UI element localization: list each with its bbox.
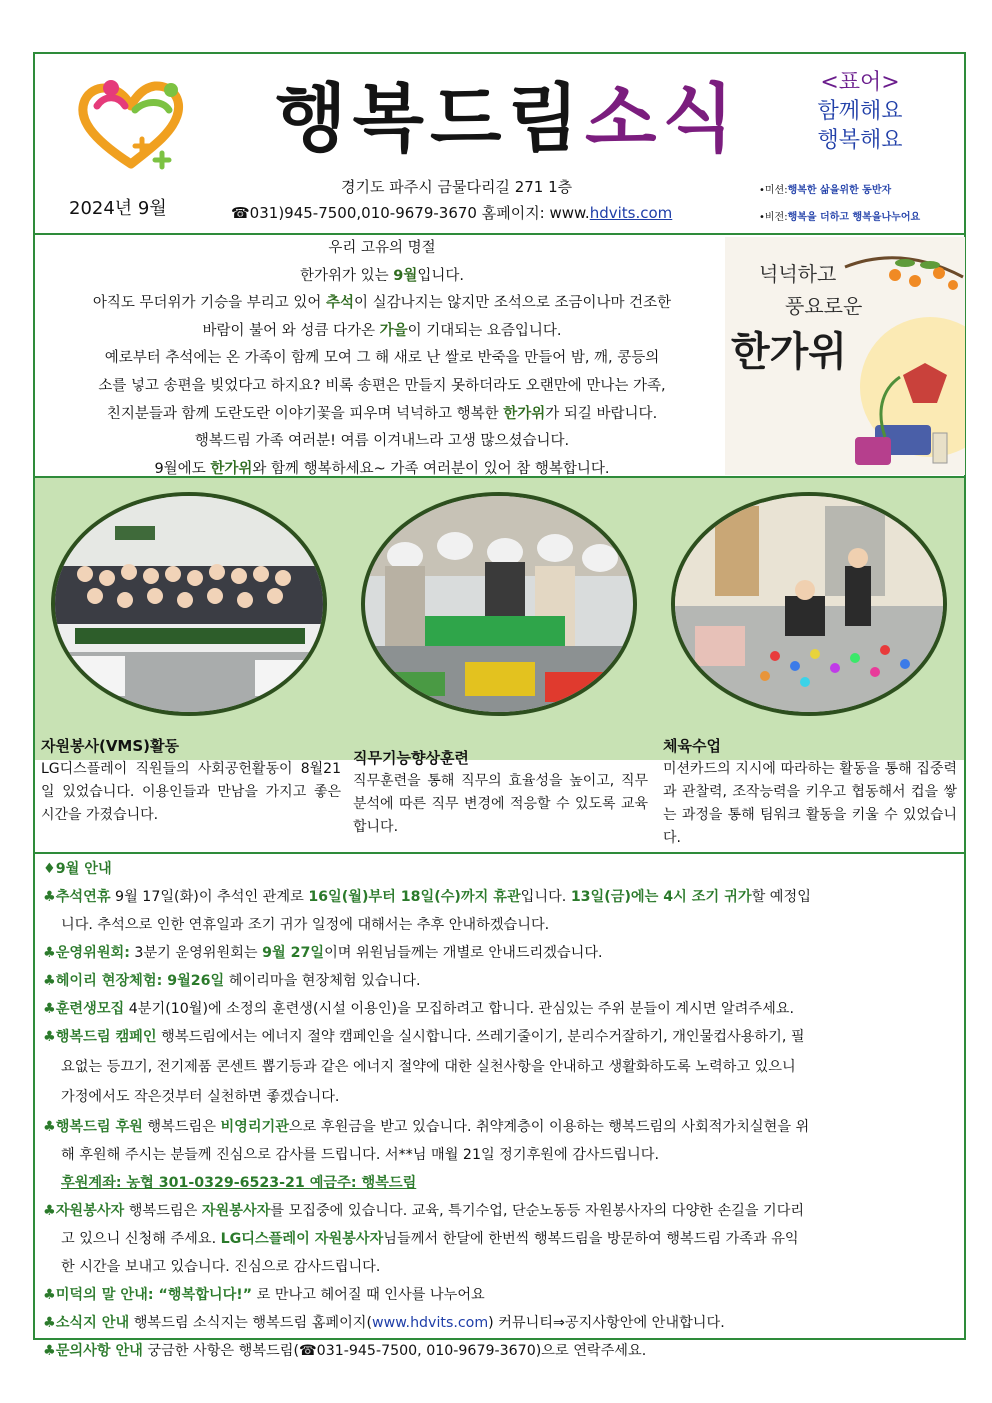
motto bbox=[800, 68, 920, 155]
title-part1: 행복드림 bbox=[275, 76, 585, 162]
greeting-line: 한가위가 있는 9월입니다. bbox=[299, 267, 464, 284]
header bbox=[35, 54, 964, 235]
greeting-line: 바람이 불어 와 성큼 다가온 가을이 기대되는 요즘입니다. bbox=[202, 322, 562, 339]
heart-logo-icon bbox=[71, 76, 191, 176]
notice-campaign: ♣행복드림 캠페인 행복드림에서는 에너지 절약 캠페인을 실시합니다. 쓰레기줄이기, 분리수거잘하기, 개인물컵사용하기, 필 bbox=[43, 1029, 805, 1045]
vision-label: •비전: bbox=[759, 212, 788, 223]
greeting-line: 예로부터 추석에는 온 가족이 함께 모여 그 해 새로 난 쌀로 반죽을 만들어 밤, 깨, 콩등의 bbox=[104, 350, 660, 367]
activity-volunteer bbox=[41, 734, 341, 827]
chuseok-image-text-1: 넉넉하고 bbox=[759, 262, 837, 286]
notice-volunteer-cont-1: 고 있으니 신청해 주세요. LG디스플레이 자원봉사자님들께서 한달에 한번씩 행복드림을 방문하여 행복드림 가족과 유익 bbox=[61, 1231, 799, 1247]
notice-greeting-word: ♣미덕의 말 안내: “행복합니다!” 로 만나고 헤어질 때 인사를 나누어요 bbox=[43, 1287, 485, 1303]
notice-field-trip: ♣헤이리 현장체험: 9월26일 헤이리마을 현장체험 있습니다. bbox=[43, 973, 421, 989]
notice-sponsor-cont: 해 후원해 주시는 분들께 진심으로 감사를 드립니다. 서**님 매월 21일 정기후원에 감사드립니다. bbox=[61, 1147, 659, 1163]
newsletter-frame bbox=[33, 52, 966, 1359]
notice-committee: ♣운영위원회: 3분기 운영위원회는 9월 27일이며 위원님들께는 개별로 안내드리겠습니다. bbox=[43, 945, 603, 961]
mission bbox=[759, 181, 891, 196]
activity-title: 직무기능향상훈련 bbox=[353, 749, 469, 767]
mission-value: 행복한 삶을위한 동반자 bbox=[787, 185, 892, 196]
notice-campaign-cont-2: 가정에서도 작은것부터 실천하면 좋겠습니다. bbox=[61, 1089, 340, 1105]
newsletter-title bbox=[275, 60, 740, 166]
activities-section bbox=[35, 732, 964, 854]
motto-line-1: 함께해요 bbox=[817, 99, 903, 124]
activity-title: 체육수업 bbox=[663, 737, 721, 755]
motto-line-2: 행복해요 bbox=[817, 128, 903, 153]
notice-recruit: ♣훈련생모집 4분기(10월)에 소정의 훈련생(시설 이용인)을 모집하려고 합니다. 관심있는 주위 분들이 계시면 알려주세요. bbox=[43, 1001, 795, 1017]
activity-job-training bbox=[353, 746, 648, 839]
contact-phone: ☎031)945-7500,010-9679-3670 홈페이지: www. bbox=[231, 204, 590, 222]
notice-newsletter: ♣소식지 안내 행복드림 소식지는 행복드림 홈페이지(www.hdvits.com) 커뮤니티⇒공지사항안에 안내합니다. bbox=[43, 1315, 725, 1331]
chuseok-image-text-3: 한가위 bbox=[731, 328, 847, 375]
greeting-line: 행복드림 가족 여러분! 여름 이겨내느라 고생 많으셨습니다. bbox=[194, 433, 570, 450]
greeting-text bbox=[39, 235, 725, 483]
activity-pe-class bbox=[663, 734, 957, 850]
notice-volunteer: ♣자원봉사자 행복드림은 자원봉사자를 모집중에 있습니다. 교육, 특기수업, 단순노동등 자원봉사자의 다양한 손길을 기다리 bbox=[43, 1203, 805, 1219]
volunteer-photo bbox=[51, 492, 327, 716]
homepage-link[interactable]: hdvits.com bbox=[589, 204, 673, 222]
motto-heading: <표어> bbox=[820, 70, 900, 95]
activity-body: 직무훈련을 통해 직무의 효율성을 높이고, 직무분석에 따른 직무 변경에 적응할 수 있도록 교육합니다. bbox=[353, 773, 648, 835]
greeting-line: 우리 고유의 명절 bbox=[328, 240, 436, 256]
notice-sponsor: ♣행복드림 후원 행복드림은 비영리기관으로 후원금을 받고 있습니다. 취약계층이 이용하는 행복드림의 사회적가치실현을 위 bbox=[43, 1119, 810, 1135]
issue-date: 2024년 9월 bbox=[69, 198, 167, 219]
activity-body: 미션카드의 지시에 따라하는 활동을 통해 집중력과 관찰력, 조작능력을 키우고 협동해서 컵을 쌓는 과정을 통해 팀워크 활동을 키울 수 있었습니다. bbox=[663, 761, 957, 846]
notice-campaign-cont-1: 요없는 등끄기, 전기제품 콘센트 뽑기등과 같은 에너지 절약에 대한 실천사항을 안내하고 생활화하도록 노력하고 있으니 bbox=[61, 1059, 796, 1075]
contact-info bbox=[231, 202, 672, 223]
greeting-line: 아직도 무더위가 기승을 부리고 있어 추석이 실감나지는 않지만 조석으로 조금이나마 건조한 bbox=[92, 295, 672, 312]
vision bbox=[759, 208, 920, 223]
activity-body: LG디스플레이 직원들의 사회공헌활동이 8월21일 있었습니다. 이용인들과 만남을 가지고 좋은 시간을 가졌습니다. bbox=[41, 761, 341, 823]
chuseok-illustration bbox=[725, 237, 965, 475]
notices-heading: ♦9월 안내 bbox=[43, 861, 112, 877]
greeting-line: 친지분들과 함께 도란도란 이야기꽃을 피우며 넉넉하고 행복한 한가위가 되길 바랍니다. bbox=[106, 405, 658, 422]
address: 경기도 파주시 금물다리길 271 1층 bbox=[341, 178, 573, 196]
job-training-photo bbox=[361, 492, 637, 716]
title-part2: 소식 bbox=[584, 76, 740, 162]
notice-chuseok: ♣추석연휴 9월 17일(화)이 추석인 관계로 16일(월)부터 18일(수)까지 휴관입니다. 13일(금)에는 4시 조기 귀가할 예정입 bbox=[43, 889, 811, 905]
activity-title: 자원봉사(VMS)활동 bbox=[41, 737, 179, 755]
chuseok-image-text-2: 풍요로운 bbox=[785, 294, 863, 318]
greeting-section bbox=[35, 235, 964, 478]
notice-volunteer-cont-2: 한 시간을 보내고 있습니다. 진심으로 감사드립니다. bbox=[61, 1259, 381, 1275]
greeting-line: 소를 넣고 송편을 빚었다고 하지요? 비록 송편은 만들지 못하더라도 오랜만에 만나는 가족, bbox=[98, 377, 666, 394]
greeting-line: 9월에도 한가위와 함께 행복하세요~ 가족 여러분이 있어 참 행복합니다. bbox=[154, 460, 610, 477]
notice-chuseok-cont: 니다. 추석으로 인한 연휴일과 조기 귀가 일정에 대해서는 추후 안내하겠습니다. bbox=[61, 917, 550, 933]
vision-value: 행복을 더하고 행복을나누어요 bbox=[787, 212, 921, 223]
sponsor-account: 후원계좌: 농협 301-0329-6523-21 예금주: 행복드림 bbox=[61, 1175, 417, 1191]
homepage-link-2[interactable]: www.hdvits.com bbox=[372, 1315, 489, 1331]
mission-label: •미션: bbox=[759, 185, 788, 196]
notice-inquiry: ♣문의사항 안내 궁금한 사항은 행복드림(☎031-945-7500, 010-9679-3670)으로 연락주세요. bbox=[43, 1343, 647, 1359]
photo-section bbox=[35, 478, 964, 732]
pe-class-photo bbox=[671, 492, 947, 716]
